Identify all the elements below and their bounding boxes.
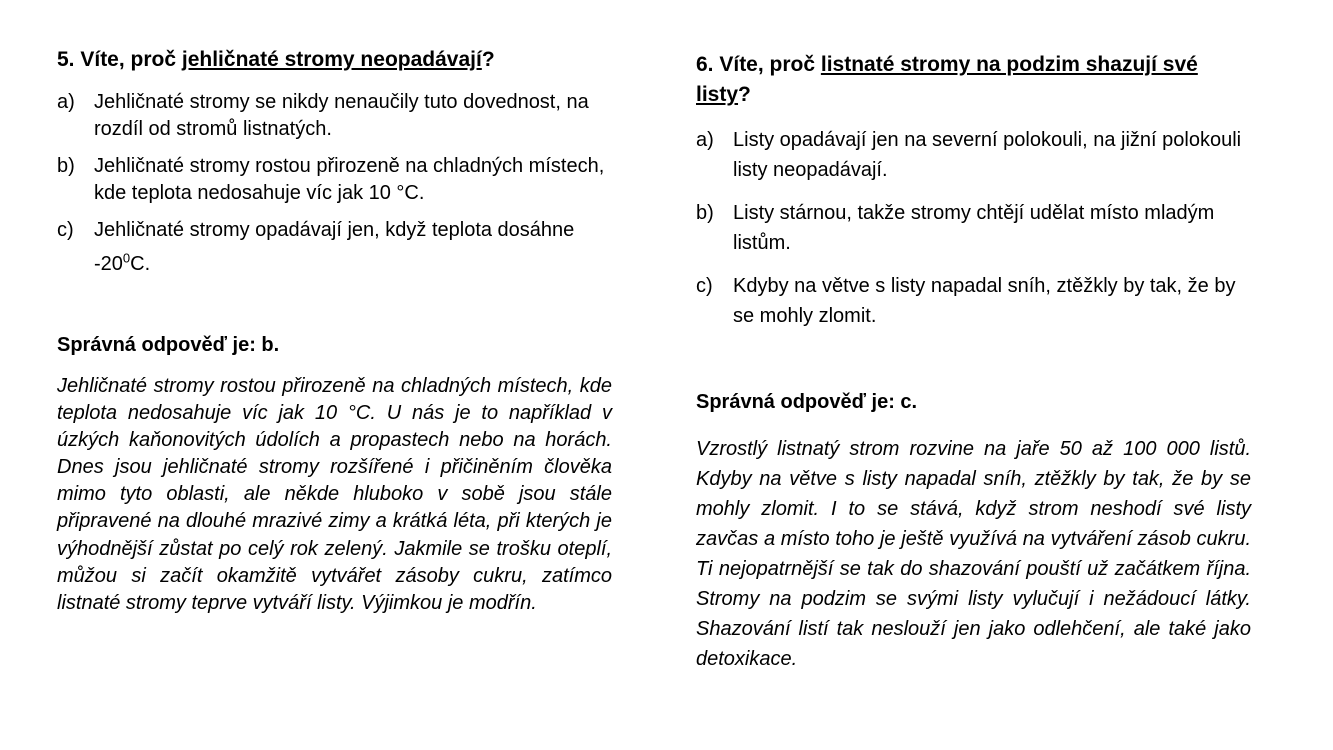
option-letter: a)	[57, 91, 75, 113]
question-6-underlined: listnaté stromy na podzim shazují své	[820, 53, 1198, 76]
option-text: Listy opadávají jen na severní polokouli, na jižní polokouli listy neopadávají.	[733, 129, 1242, 181]
option-5b	[57, 153, 612, 207]
option-letter: b)	[696, 202, 714, 224]
option-text: Kdyby na větve s listy napadal sníh, ztěžkly by tak, že by se mohly zlomit.	[733, 275, 1236, 327]
question-5-title: 5. Víte, proč jehličnaté stromy neopadávají?	[57, 48, 495, 71]
option-5c	[57, 217, 612, 278]
question-5-options	[57, 89, 612, 288]
option-5a	[57, 89, 612, 143]
answer-6-label: Správná odpověď je: c.	[696, 391, 918, 413]
degree-superscript: 0	[122, 250, 131, 265]
answer-5-explanation: Jehličnaté stromy rostou přirozeně na chladných místech, kde teplota nedosahuje víc jak 10 °C. U nás je to například v úzkých kaňonovitých údolích a propastech nebo na horách. Dnes jsou jehličnaté stromy rozšířené i přičiněním člověka mimo tyto oblasti, ale někde hluboko v sobě jsou stále připravené na dlouhé mrazivé zimy a krátká léta, při kterých je výhodnější zůstat po celý rok zelený. Jakmile se trošku oteplí, můžou si začít okamžitě vytvářet zásoby cukru, zatímco listnaté stromy teprve vytváří listy. Výjimkou je modřín.	[57, 375, 612, 614]
option-text: Jehličnaté stromy opadávají jen, když teplota dosáhne $-20^0C$.	[94, 219, 575, 275]
question-6-options	[696, 125, 1251, 344]
question-5-underlined: jehličnaté stromy neopadávají	[181, 48, 482, 71]
answer-5-label: Správná odpověď je: b.	[57, 334, 280, 356]
option-letter: c)	[696, 275, 713, 297]
question-6-underlined-cont: listy	[696, 83, 739, 106]
question-6-title: 6. Víte, proč listnaté stromy na podzim shazují své listy?	[696, 53, 1198, 106]
option-text: Jehličnaté stromy se nikdy nenaučily tuto dovednost, na rozdíl od stromů listnatých.	[94, 91, 589, 140]
option-text: Listy stárnou, takže stromy chtějí udělat místo mladým listům.	[733, 202, 1215, 254]
option-6c	[696, 271, 1251, 331]
option-text: Jehličnaté stromy rostou přirozeně na chladných místech, kde teplota nedosahuje víc jak 10 °C.	[94, 155, 605, 204]
option-letter: c)	[57, 219, 74, 241]
option-6a	[696, 125, 1251, 185]
option-letter: a)	[696, 129, 714, 151]
option-6b	[696, 198, 1251, 258]
option-letter: b)	[57, 155, 75, 177]
answer-6-explanation: Vzrostlý listnatý strom rozvine na jaře 50 až 100 000 listů. Kdyby na větve s listy napadal sníh, ztěžkly by tak, že by se mohly zlomit. I to se stává, když strom neshodí své listy zavčas a místo toho je ještě využívá na vytváření zásob cukru. Ti nejopatrnější se tak do shazování pouští už začátkem října. Stromy na podzim se svými listy vylučují i nežádoucí látky. Shazování listí tak neslouží jen jako odlehčení, ale také jako detoxikace.	[696, 438, 1251, 670]
